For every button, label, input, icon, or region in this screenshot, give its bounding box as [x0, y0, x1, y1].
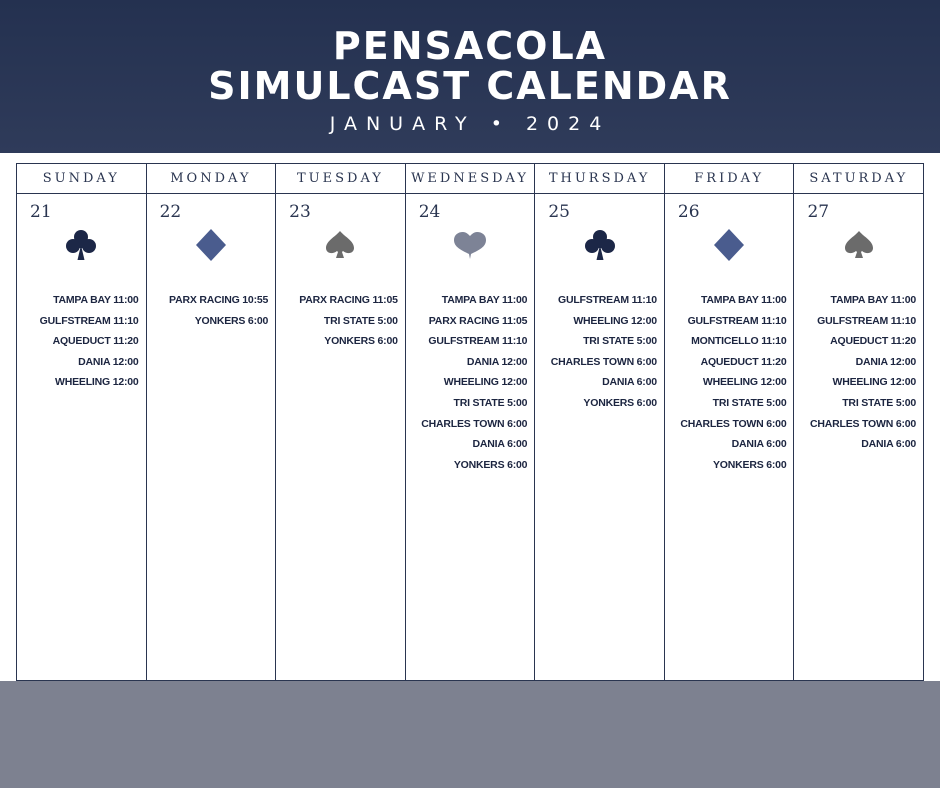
- heart-icon: [453, 228, 487, 262]
- title-line-2: SIMULCAST CALENDAR: [208, 64, 732, 108]
- race-entry: WHEELING 12:00: [702, 376, 787, 389]
- day-date: 22: [159, 202, 182, 222]
- race-entry: TRI STATE 5:00: [712, 396, 787, 409]
- spade-icon: [323, 228, 357, 262]
- race-entry: CHARLES TOWN 6:00: [550, 355, 657, 368]
- race-entry: PARX RACING 10:55: [169, 294, 269, 306]
- day-column-friday: [665, 164, 795, 680]
- race-entry: TAMPA BAY 11:00: [830, 294, 917, 306]
- day-date: 23: [289, 202, 311, 222]
- race-entry: DANIA 12:00: [466, 355, 528, 368]
- race-entry: TAMPA BAY 11:00: [441, 294, 528, 306]
- race-entry: GULFSTREAM 11:10: [39, 314, 139, 327]
- race-entry: TRI STATE 5:00: [453, 396, 528, 409]
- race-entry: GULFSTREAM 11:10: [817, 314, 917, 327]
- race-entry: TRI STATE 5:00: [323, 314, 398, 327]
- race-entry: WHEELING 12:00: [443, 376, 528, 389]
- day-column-monday: [147, 164, 277, 680]
- race-entry: TAMPA BAY 11:00: [53, 294, 139, 306]
- race-entry: GULFSTREAM 11:10: [428, 335, 528, 348]
- race-entry: DANIA 12:00: [78, 355, 139, 368]
- race-entry: GULFSTREAM 11:10: [687, 314, 787, 327]
- race-entry: WHEELING 12:00: [573, 314, 657, 327]
- race-entry: AQUEDUCT 11:20: [830, 335, 917, 348]
- race-entry: DANIA 6:00: [731, 438, 787, 451]
- race-entry: DANIA 12:00: [855, 355, 917, 368]
- day-date: 26: [677, 202, 700, 222]
- race-entry: GULFSTREAM 11:10: [557, 294, 657, 306]
- race-entry: CHARLES TOWN 6:00: [809, 417, 917, 430]
- race-entry: YONKERS 6:00: [324, 335, 398, 348]
- diamond-icon: [194, 228, 228, 262]
- race-entry: TRI STATE 5:00: [842, 396, 917, 409]
- day-header: MONDAY: [147, 164, 276, 194]
- day-header: TUESDAY: [276, 164, 405, 194]
- race-entry: TAMPA BAY 11:00: [700, 294, 787, 306]
- race-entry: YONKERS 6:00: [713, 458, 787, 471]
- day-column-tuesday: [276, 164, 406, 680]
- race-entry: PARX RACING 11:05: [299, 294, 398, 306]
- club-icon: [583, 228, 617, 262]
- race-list: [421, 290, 527, 475]
- header-banner: [0, 0, 940, 153]
- race-list: [551, 290, 657, 414]
- day-date: 27: [807, 202, 830, 222]
- day-date: 24: [418, 202, 441, 222]
- day-column-sunday: [17, 164, 147, 680]
- race-entry: DANIA 6:00: [602, 376, 657, 389]
- race-list: [299, 290, 398, 352]
- day-column-saturday: [794, 164, 923, 680]
- day-date: 25: [548, 202, 570, 222]
- race-entry: WHEELING 12:00: [55, 376, 139, 389]
- race-entry: YONKERS 6:00: [453, 458, 528, 471]
- race-entry: AQUEDUCT 11:20: [52, 335, 139, 348]
- race-entry: MONTICELLO 11:10: [691, 335, 787, 348]
- diamond-icon: [712, 228, 746, 262]
- footer-band: [0, 681, 940, 788]
- month-subtitle: JANUARY • 2024: [329, 113, 611, 135]
- race-list: [40, 290, 139, 393]
- race-list: [680, 290, 786, 475]
- day-column-wednesday: [406, 164, 536, 680]
- day-header: WEDNESDAY: [406, 164, 535, 194]
- title-line-1: PENSACOLA: [332, 24, 608, 68]
- race-list: [169, 290, 268, 331]
- race-entry: YONKERS 6:00: [583, 396, 657, 409]
- week-calendar: [16, 163, 924, 681]
- day-header: THURSDAY: [535, 164, 664, 194]
- race-entry: DANIA 6:00: [472, 438, 528, 451]
- day-header: SUNDAY: [17, 164, 146, 194]
- race-list: [810, 290, 916, 455]
- race-entry: CHARLES TOWN 6:00: [421, 417, 528, 430]
- race-entry: CHARLES TOWN 6:00: [680, 417, 787, 430]
- race-entry: WHEELING 12:00: [832, 376, 917, 389]
- day-header: FRIDAY: [665, 164, 794, 194]
- race-entry: YONKERS 6:00: [194, 314, 269, 327]
- race-entry: DANIA 6:00: [861, 438, 917, 451]
- day-date: 21: [30, 202, 52, 222]
- day-column-thursday: [535, 164, 665, 680]
- day-header: SATURDAY: [794, 164, 923, 194]
- club-icon: [64, 228, 98, 262]
- race-entry: TRI STATE 5:00: [583, 335, 657, 348]
- race-entry: PARX RACING 11:05: [428, 314, 528, 327]
- race-entry: AQUEDUCT 11:20: [700, 355, 787, 368]
- spade-icon: [842, 228, 876, 262]
